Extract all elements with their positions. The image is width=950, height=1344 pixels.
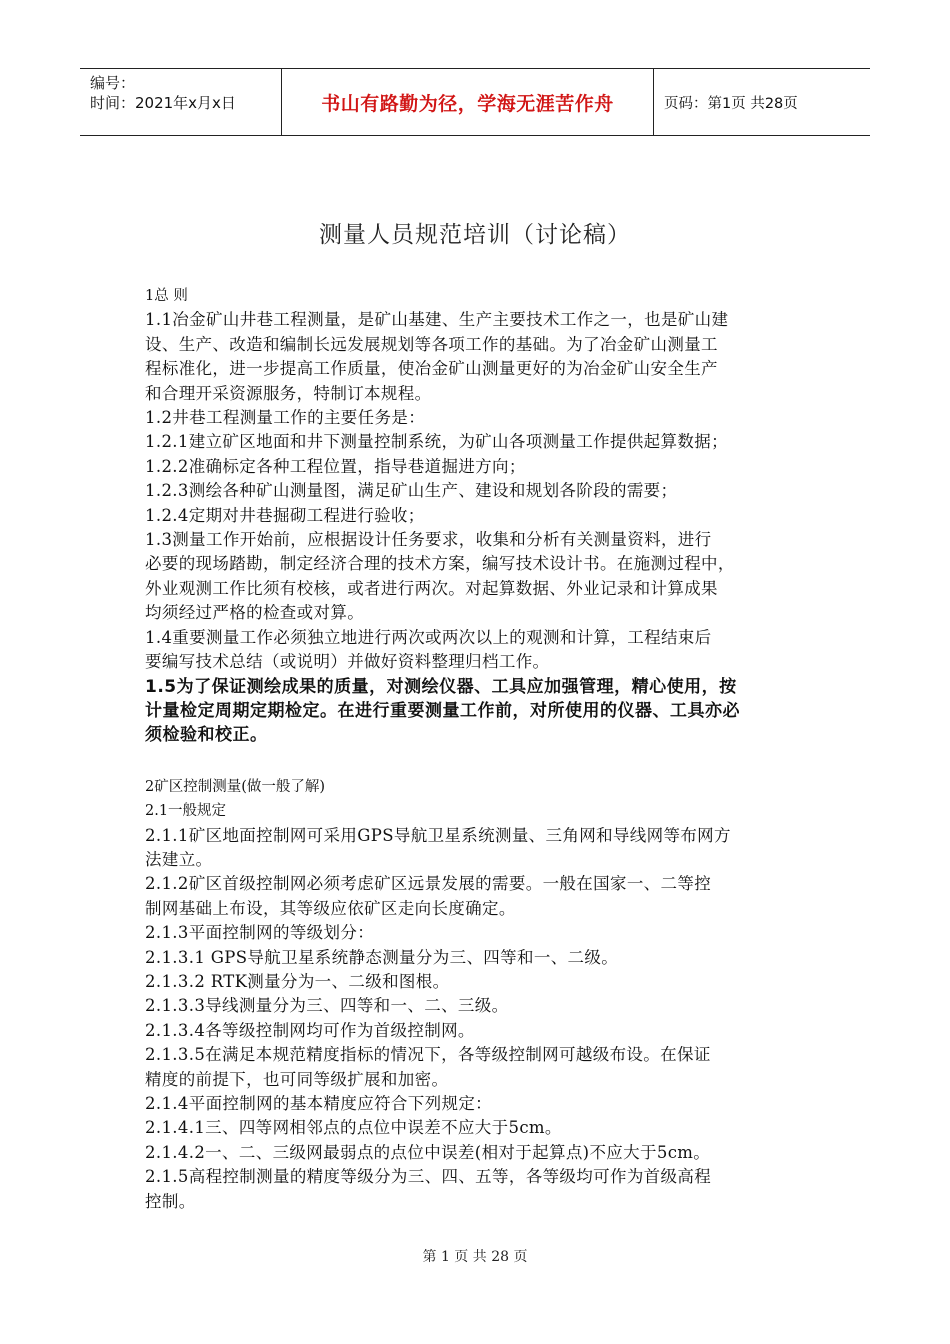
number-label: 编号： bbox=[90, 74, 136, 92]
text-line: 设、生产、改造和编制长远发展规划等各项工作的基础。为了冶金矿山测量工 bbox=[145, 334, 718, 354]
paragraph-gap bbox=[145, 748, 815, 775]
text-line: 1.2井巷工程测量工作的主要任务是： bbox=[145, 408, 426, 428]
text-line: 1.1冶金矿山井巷工程测量，是矿山基建、生产主要技术工作之一，也是矿山建 bbox=[145, 310, 729, 330]
text-line: 均须经过严格的检查或对算。 bbox=[145, 603, 365, 623]
header-motto-cell bbox=[282, 69, 654, 135]
text-line: 必要的现场踏勘，制定经济合理的技术方案，编写技术设计书。在施测过程中， bbox=[145, 554, 735, 574]
text-line: 程标准化，进一步提高工作质量，使冶金矿山测量更好的为冶金矿山安全生产 bbox=[145, 359, 718, 379]
text-line: 2.1.3.2 RTK测量分为一、二级和图根。 bbox=[145, 971, 450, 991]
text-line: 1.2.1建立矿区地面和井下测量控制系统，为矿山各项测量工作提供起算数据； bbox=[145, 432, 728, 452]
text-line: 2.1.4.1三、四等网相邻点的点位中误差不应大于5cm。 bbox=[145, 1118, 562, 1138]
text-line: 2.1.3.5在满足本规范精度指标的情况下，各等级控制网可越级布设。在保证 bbox=[145, 1045, 711, 1065]
page-info: 页码：第1页 共28页 bbox=[664, 95, 798, 112]
header-page-cell bbox=[654, 69, 870, 135]
text-line: 1.2.3测绘各种矿山测量图，满足矿山生产、建设和规划各阶段的需要； bbox=[145, 481, 678, 501]
text-line: 1.3测量工作开始前，应根据设计任务要求，收集和分析有关测量资料，进行 bbox=[145, 530, 712, 550]
text-line: 2.1.5高程控制测量的精度等级分为三、四、五等，各等级均可作为首级高程 bbox=[145, 1167, 712, 1187]
text-line: 2.1.4.2一、二、三级网最弱点的点位中误差(相对于起算点)不应大于5cm。 bbox=[145, 1142, 711, 1162]
text-line: 控制。 bbox=[145, 1191, 196, 1211]
text-line: 2.1.1矿区地面控制网可采用GPS导航卫星系统测量、三角网和导线网等布网方 bbox=[145, 825, 731, 845]
text-line: 2.1一般规定 bbox=[145, 803, 227, 820]
document-body bbox=[145, 284, 815, 1214]
text-line: 计量检定周期定期检定。在进行重要测量工作前，对所使用的仪器、工具亦必 bbox=[145, 700, 740, 721]
text-line: 1.4重要测量工作必须独立地进行两次或两次以上的观测和计算，工程结束后 bbox=[145, 627, 712, 647]
text-line: 精度的前提下，也可同等级扩展和加密。 bbox=[145, 1069, 449, 1089]
text-line: 1总 则 bbox=[145, 288, 188, 304]
text-line: 2.1.3.3导线测量分为三、四等和一、二、三级。 bbox=[145, 996, 509, 1016]
text-line: 制网基础上布设，其等级应依矿区走向长度确定。 bbox=[145, 898, 516, 918]
text-line: 2.1.2矿区首级控制网必须考虑矿区远景发展的需要。一般在国家一、二等控 bbox=[145, 874, 712, 894]
text-line: 须检验和校正。 bbox=[145, 725, 268, 746]
header-left-cell bbox=[80, 69, 282, 135]
text-line: 要编写技术总结（或说明）并做好资料整理归档工作。 bbox=[145, 652, 550, 672]
text-line: 2.1.3.4各等级控制网均可作为首级控制网。 bbox=[145, 1020, 475, 1040]
time-label: 时间：2021年x月x日 bbox=[90, 94, 236, 112]
text-line: 和合理开采资源服务，特制订本规程。 bbox=[145, 383, 432, 403]
text-line: 2.1.3.1 GPS导航卫星系统静态测量分为三、四等和一、二级。 bbox=[145, 947, 619, 967]
text-line: 法建立。 bbox=[145, 849, 213, 869]
text-line: 1.2.2准确标定各种工程位置，指导巷道掘进方向； bbox=[145, 456, 526, 476]
text-line: 2.1.3平面控制网的等级划分： bbox=[145, 923, 375, 943]
document-title: 测量人员规范培训（讨论稿） bbox=[319, 222, 631, 248]
header-table bbox=[80, 68, 870, 136]
motto-text: 书山有路勤为径，学海无涯苦作舟 bbox=[321, 92, 614, 115]
text-line: 外业观测工作比须有校核，或者进行两次。对起算数据、外业记录和计算成果 bbox=[145, 578, 718, 598]
text-line: 2.1.4平面控制网的基本精度应符合下列规定： bbox=[145, 1094, 493, 1113]
text-line: 1.2.4定期对井巷掘砌工程进行验收； bbox=[145, 505, 425, 525]
page-footer: 第 1 页 共 28 页 bbox=[422, 1249, 528, 1265]
text-line: 1.5为了保证测绘成果的质量，对测绘仪器、工具应加强管理，精心使用，按 bbox=[145, 676, 737, 697]
text-line: 2矿区控制测量(做一般了解) bbox=[145, 778, 326, 795]
